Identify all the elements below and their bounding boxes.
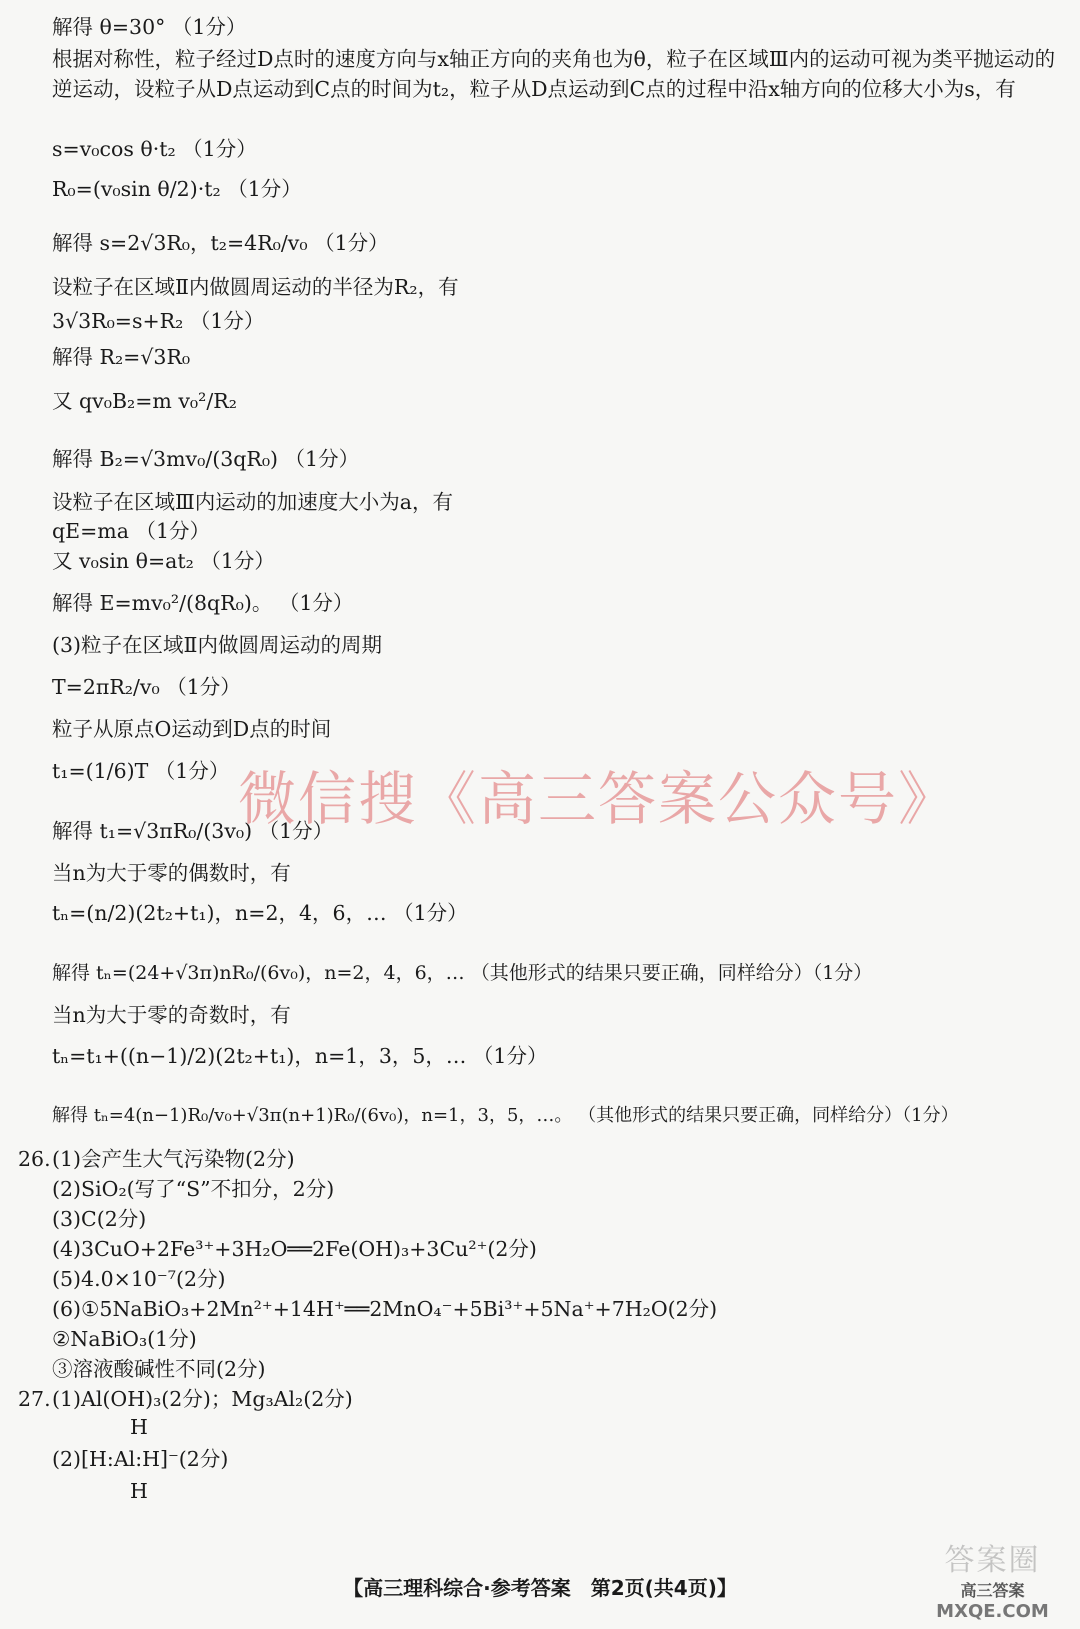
line-5: 解得 s=2√3R₀，t₂=4R₀/v₀ （1分） xyxy=(52,231,389,255)
q27-item-1: (1)Al(OH)₃(2分)；Mg₃Al₂(2分) xyxy=(52,1387,353,1411)
line-4: R₀=(v₀sin θ/2)·t₂ （1分） xyxy=(52,177,302,201)
line-6: 设粒子在区域Ⅱ内做圆周运动的半径为R₂，有 xyxy=(52,275,459,299)
line-7: 3√3R₀=s+R₂ （1分） xyxy=(52,309,265,333)
line-23: 当n为大于零的奇数时，有 xyxy=(52,1003,291,1027)
watermark: 微信搜《高三答案公众号》 xyxy=(238,765,959,833)
line-21: tₙ=(n/2)(2t₂+t₁)，n=2，4，6，… （1分） xyxy=(52,901,468,925)
electron-h-top: H xyxy=(130,1415,148,1439)
line-18: t₁=(1/6)T （1分） xyxy=(52,759,230,783)
line-9: 又 qv₀B₂=m v₀²/R₂ xyxy=(52,389,237,413)
line-20: 当n为大于零的偶数时，有 xyxy=(52,861,291,885)
line-13: 又 v₀sin θ=at₂ （1分） xyxy=(52,549,275,573)
question-26-number: 26. xyxy=(18,1147,51,1171)
q26-item-7: ②NaBiO₃(1分) xyxy=(52,1327,197,1351)
q27-item-2-center: Al xyxy=(113,1447,136,1471)
q26-item-2: (2)SiO₂(写了“S”不扣分，2分) xyxy=(52,1177,335,1201)
page-footer: 【高三理科综合·参考答案 第2页(共4页)】 xyxy=(343,1576,737,1600)
line-17: 粒子从原点O运动到D点的时间 xyxy=(52,717,332,741)
q27-item-2 xyxy=(52,1446,228,1472)
q27-item-2-suffix: :H]⁻(2分) xyxy=(135,1447,229,1471)
q26-item-6: (6)①5NaBiO₃+2Mn²⁺+14H⁺══2MnO₄⁻+5Bi³⁺+5Na⁺+7H₂O(2分) xyxy=(52,1297,718,1321)
q26-item-3: (3)C(2分) xyxy=(52,1207,147,1231)
q26-item-5: (5)4.0×10⁻⁷(2分) xyxy=(52,1267,226,1291)
line-24: tₙ=t₁+((n−1)/2)(2t₂+t₁)，n=1，3，5，… （1分） xyxy=(52,1044,548,1068)
line-3: s=v₀cos θ·t₂ （1分） xyxy=(52,137,257,161)
line-2: 根据对称性，粒子经过D点时的速度方向与x轴正方向的夹角也为θ，粒子在区域Ⅲ内的运动可视为类平抛运动的逆运动，设粒子从D点运动到C点的时间为t₂，粒子从D点运动到C点的过程中沿x轴方向的位移大小为s，有 xyxy=(52,47,1056,101)
line-11: 设粒子在区域Ⅲ内运动的加速度大小为a，有 xyxy=(52,490,453,514)
q26-item-8: ③溶液酸碱性不同(2分) xyxy=(52,1357,266,1381)
logo-mark: 答案圈 xyxy=(944,1543,1041,1578)
line-19: 解得 t₁=√3πR₀/(3v₀) （1分） xyxy=(52,819,334,843)
q26-item-1: (1)会产生大气污染物(2分) xyxy=(52,1147,295,1171)
line-10: 解得 B₂=√3mv₀/(3qR₀) （1分） xyxy=(52,447,360,471)
line-25: 解得 tₙ=4(n−1)R₀/v₀+√3π(n+1)R₀/(6v₀)，n=1，3，5，…。 （其他形式的结果只要正确，同样给分）（1分） xyxy=(52,1105,959,1126)
line-16: T=2πR₂/v₀ （1分） xyxy=(52,675,241,699)
electron-h-bottom: H xyxy=(130,1479,148,1503)
line-22: 解得 tₙ=(24+√3π)nR₀/(6v₀)，n=2，4，6，… （其他形式的结果只要正确，同样给分）（1分） xyxy=(52,962,873,984)
line-14: 解得 E=mv₀²/(8qR₀)。 （1分） xyxy=(52,591,354,615)
line-8: 解得 R₂=√3R₀ xyxy=(52,345,191,369)
logo-url: MXQE.COM xyxy=(936,1601,1049,1622)
q27-item-2-prefix: (2)[H: xyxy=(52,1447,114,1471)
site-logo xyxy=(910,1540,1075,1628)
logo-tag: 高三答案 xyxy=(960,1581,1025,1600)
line-12: qE=ma （1分） xyxy=(52,519,210,543)
line-1: 解得 θ=30° （1分） xyxy=(52,15,247,39)
question-27-number: 27. xyxy=(18,1387,51,1411)
line-15: (3)粒子在区域Ⅱ内做圆周运动的周期 xyxy=(52,633,382,657)
q26-item-4: (4)3CuO+2Fe³⁺+3H₂O══2Fe(OH)₃+3Cu²⁺(2分) xyxy=(52,1237,537,1261)
